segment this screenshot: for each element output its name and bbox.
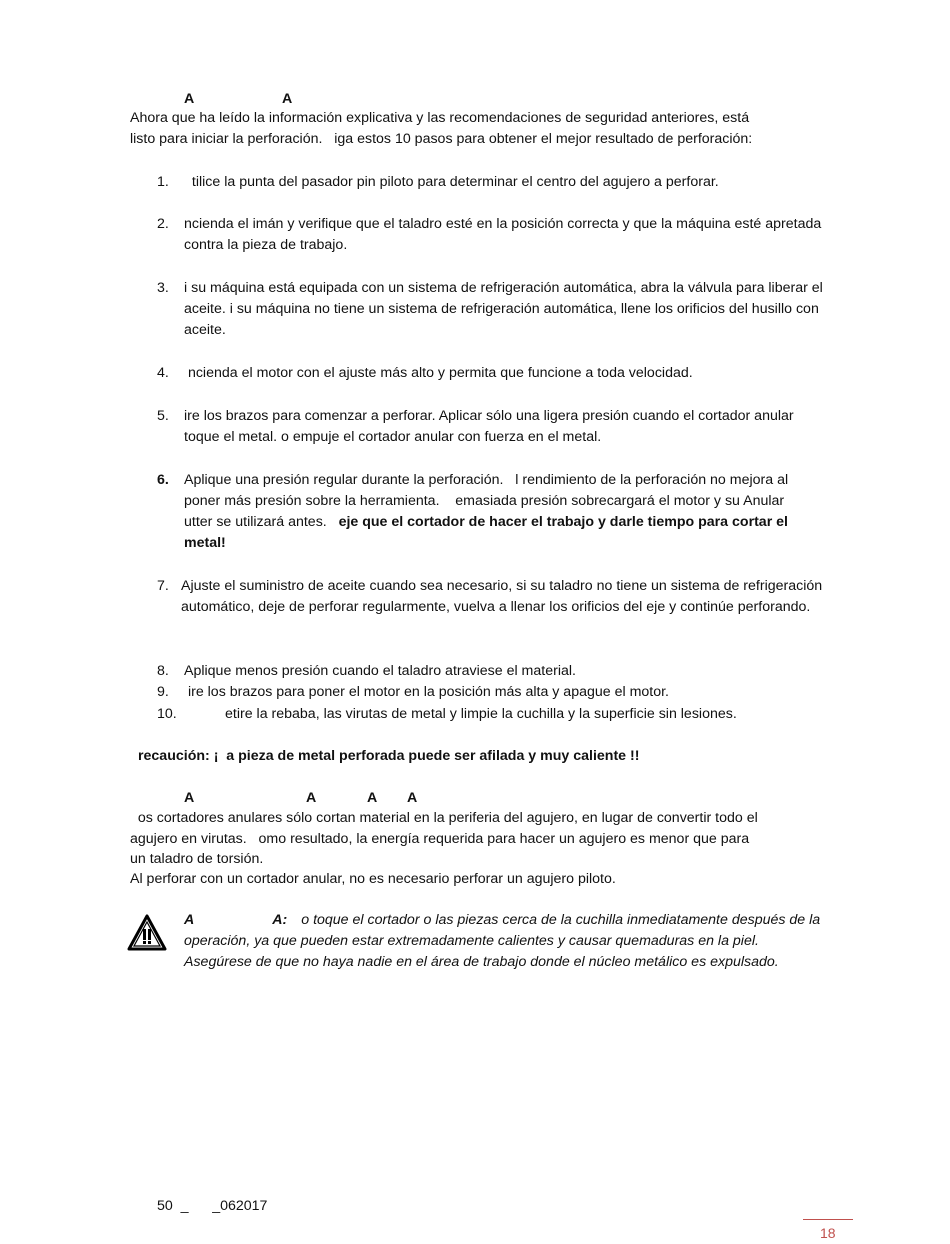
section-heading-a2: A	[282, 91, 293, 107]
step-number: 1.	[157, 174, 169, 190]
warning-text	[184, 910, 824, 973]
section-heading-part: A	[367, 790, 378, 806]
warning-triangle-icon	[127, 914, 167, 952]
document-code: 50 _ _062017	[157, 1198, 268, 1214]
step-number: 10.	[157, 706, 177, 722]
intro-line-2: listo para iniciar la perforación. iga estos 10 pasos para obtener el mejor resultado de perforación:	[130, 131, 753, 147]
step-text	[184, 470, 824, 554]
step-text: ncienda el imán y verifique que el taladro esté en la posición correcta y que la máquina esté apretada contra la pieza de trabajo.	[184, 216, 822, 253]
section-heading-a1: A	[184, 91, 195, 107]
intro-line-1: Ahora que ha leído la información explicativa y las recomendaciones de seguridad anteriores, está	[130, 110, 750, 126]
warning-label-b: A:	[272, 912, 288, 928]
section-heading-part: A	[306, 790, 317, 806]
section2-line-4: Al perforar con un cortador anular, no es necesario perforar un agujero piloto.	[130, 871, 616, 887]
page-number: 18	[820, 1225, 836, 1241]
step-text: ire los brazos para comenzar a perforar. Aplicar sólo una ligera presión cuando el cortador anular toque el metal. o empuje el cortador anular con fuerza en el metal.	[184, 408, 794, 445]
step-number: 9.	[157, 684, 169, 700]
step-text: tilice la punta del pasador pin piloto para determinar el centro del agujero a perforar.	[184, 174, 719, 190]
step-text: Ajuste el suministro de aceite cuando sea necesario, si su taladro no tiene un sistema de refrigeración automático, deje de perforar regularmente, vuelva a llenar los orificios del eje y continúe perforando.	[181, 578, 823, 615]
section2-line-1: os cortadores anulares sólo cortan material en la periferia del agujero, en lugar de convertir todo el	[130, 810, 758, 826]
step-number: 5.	[157, 408, 169, 424]
step-text: etire la rebaba, las virutas de metal y limpie la cuchilla y la superficie sin lesiones.	[225, 706, 737, 722]
section2-line-2: agujero en virutas. omo resultado, la energía requerida para hacer un agujero es menor que para	[130, 831, 750, 847]
step-number: 8.	[157, 663, 169, 679]
step-number: 7.	[157, 578, 169, 594]
footer-rule	[803, 1219, 853, 1220]
section-heading-part: A	[407, 790, 418, 806]
caution-note: recaución: ¡ a pieza de metal perforada puede ser afilada y muy caliente !!	[138, 748, 640, 764]
step-text-regular: Aplique una presión regular durante la perforación. l rendimiento de la perforación no mejora al poner más presión sobre la herramienta. emasiada presión sobrecargará el motor y su Anular utter se utilizará antes.	[184, 472, 796, 530]
step-text: i su máquina está equipada con un sistema de refrigeración automática, abra la válvula para liberar el aceite. i su máquina no tiene un sistema de refrigeración automática, llene los orificios del husillo con aceite.	[184, 280, 823, 338]
step-text: ire los brazos para poner el motor en la posición más alta y apague el motor.	[184, 684, 669, 700]
step-number: 4.	[157, 365, 169, 381]
section2-line-3: un taladro de torsión.	[130, 851, 264, 867]
warning-label-a: A	[184, 912, 195, 928]
warning-body: o toque el cortador o las piezas cerca de la cuchilla inmediatamente después de la operación, ya que pueden estar extremadamente calientes y causar quemaduras en la piel. Asegúrese de que no haya nadie en el área de trabajo donde el núcleo metálico es expulsado.	[184, 912, 821, 970]
step-text-bold: eje que el cortador de hacer el trabajo y darle tiempo para cortar el metal!	[184, 514, 788, 551]
step-number: 3.	[157, 280, 169, 296]
step-text: ncienda el motor con el ajuste más alto y permita que funcione a toda velocidad.	[184, 365, 693, 381]
step-number: 6.	[157, 472, 169, 488]
section-heading-part: A	[184, 790, 195, 806]
step-text: Aplique menos presión cuando el taladro atraviese el material.	[184, 663, 576, 679]
step-number: 2.	[157, 216, 169, 232]
